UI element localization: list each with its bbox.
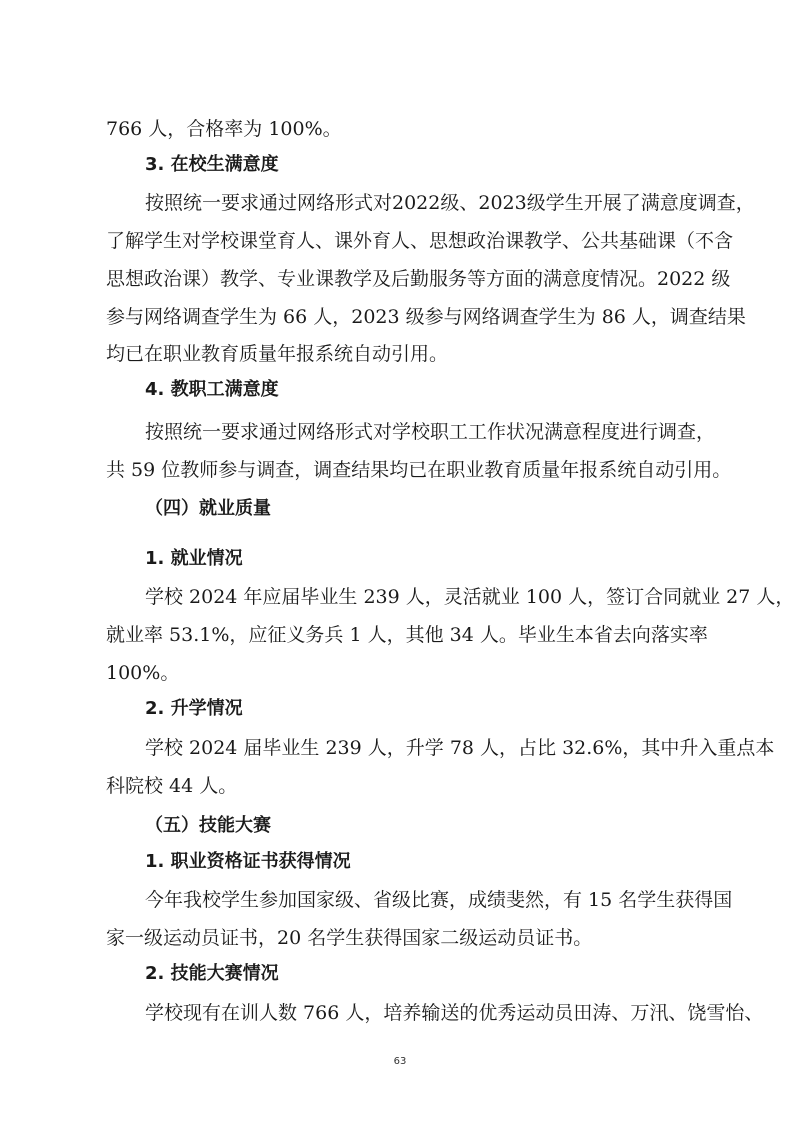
section-heading-staff-satisfaction: 4. 教职工满意度 (145, 379, 279, 400)
body-text-line: 参与网络调查学生为 66 人，2023 级参与网络调查学生为 86 人，调查结果 (106, 306, 746, 328)
body-text-line: 100%。 (106, 662, 180, 684)
body-text-line: 科院校 44 人。 (106, 775, 238, 797)
body-text-line: 均已在职业教育质量年报系统自动引用。 (106, 343, 449, 365)
body-text-line: 766 人，合格率为 100%。 (106, 118, 342, 140)
section-heading-employment: 1. 就业情况 (145, 548, 243, 569)
paragraph-first-line: 学校 2024 年应届毕业生 239 人，灵活就业 100 人，签订合同就业 27 人， (145, 586, 795, 608)
paragraph-first-line: 按照统一要求通过网络形式对学校职工工作状况满意程度进行调查， (145, 421, 716, 443)
body-text-line: 共 59 位教师参与调查，调查结果均已在职业教育质量年报系统自动引用。 (106, 459, 732, 481)
section-heading-skills-competition: （五）技能大赛 (145, 815, 271, 836)
page-number: 63 (393, 1056, 407, 1067)
section-heading-student-satisfaction: 3. 在校生满意度 (145, 154, 279, 175)
section-heading-employment-quality: （四）就业质量 (145, 498, 271, 519)
paragraph-first-line: 学校现有在训人数 766 人，培养输送的优秀运动员田涛、万汛、饶雪怡、 (145, 1002, 764, 1024)
body-text-line: 就业率 53.1%，应征义务兵 1 人，其他 34 人。毕业生本省去向落实率 (106, 624, 708, 646)
section-heading-further-study: 2. 升学情况 (145, 698, 243, 719)
body-text-line: 了解学生对学校课堂育人、课外育人、思想政治课教学、公共基础课（不含 (106, 230, 734, 252)
section-heading-competition-status: 2. 技能大赛情况 (145, 963, 279, 984)
paragraph-first-line: 学校 2024 届毕业生 239 人，升学 78 人，占比 32.6%，其中升入重点本 (145, 737, 775, 759)
section-heading-certificates: 1. 职业资格证书获得情况 (145, 851, 351, 872)
body-text-line: 思想政治课）教学、专业课教学及后勤服务等方面的满意度情况。2022 级 (106, 268, 731, 290)
body-text-line: 家一级运动员证书，20 名学生获得国家二级运动员证书。 (106, 927, 593, 949)
paragraph-first-line: 按照统一要求通过网络形式对2022级、2023级学生开展了满意度调查， (145, 192, 755, 214)
paragraph-first-line: 今年我校学生参加国家级、省级比赛，成绩斐然，有 15 名学生获得国 (145, 889, 733, 911)
